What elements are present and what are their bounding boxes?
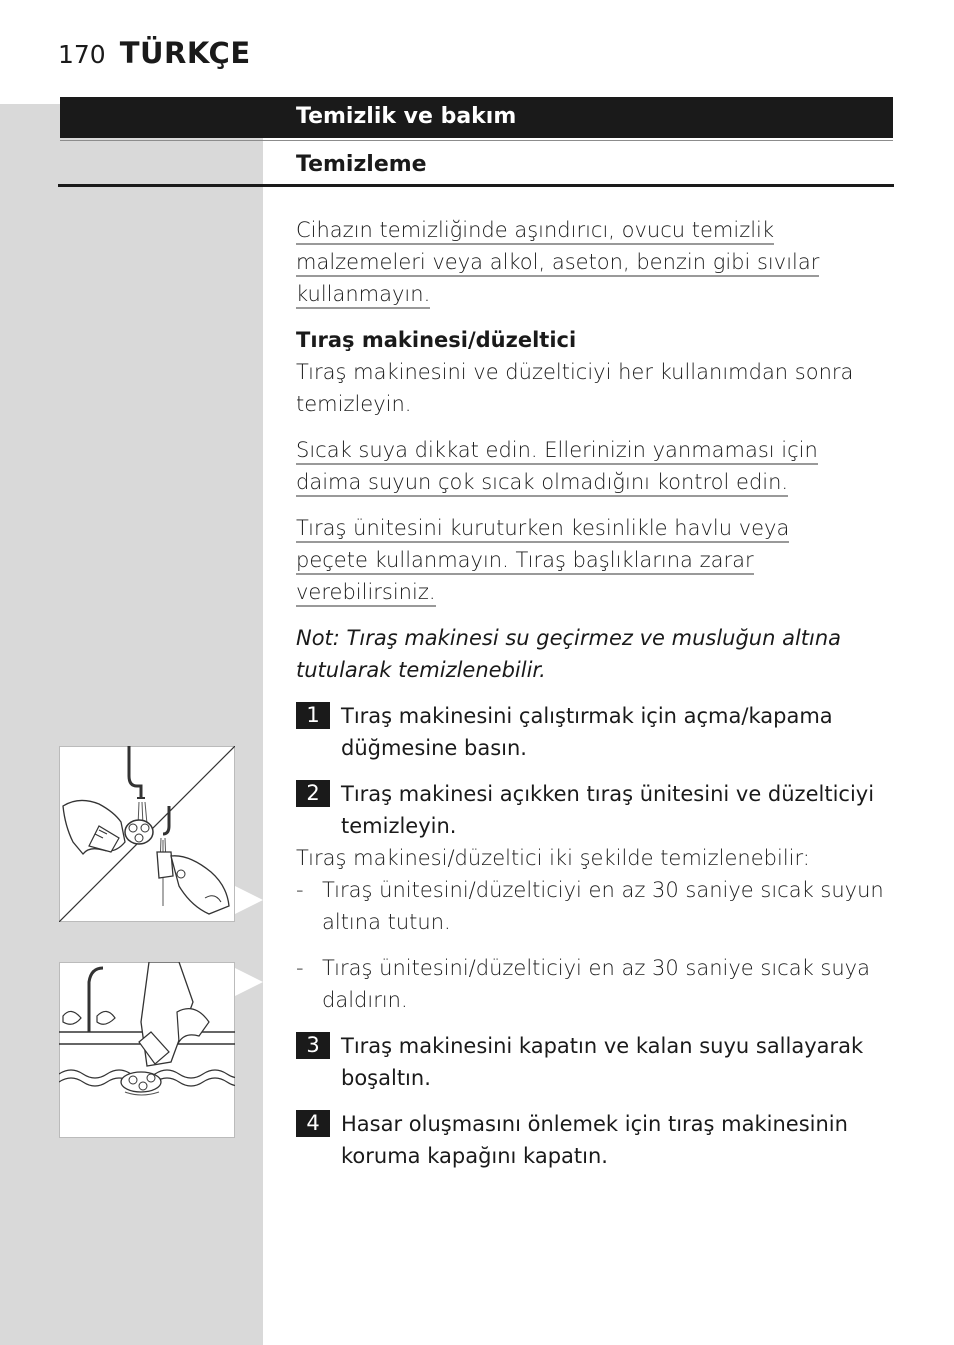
immerse-in-water-illustration (59, 962, 235, 1138)
step-text: Tıraş makinesini çalıştırmak için açma/kapama düğmesine basın. (341, 704, 833, 760)
method-option (296, 874, 896, 938)
method-text: Tıraş ünitesini/düzelticiyi en az 30 saniye sıcak suyun altına tutun. (322, 878, 884, 934)
step-text: Tıraş makinesini kapatın ve kalan suyu sallayarak boşaltın. (341, 1034, 864, 1090)
step-item (296, 1108, 896, 1172)
warning-text: kullanmayın. (296, 282, 430, 309)
shaver-trimmer-text: Tıraş makinesini ve düzelticiyi her kullanımdan sonra temizleyin. (296, 360, 854, 416)
page-header (58, 36, 251, 70)
step-number: 1 (296, 702, 330, 729)
step-item (296, 1030, 896, 1094)
methods-intro: Tıraş makinesi/düzeltici iki şekilde temizlenebilir: (296, 846, 810, 870)
section-title: Temizlik ve bakım (296, 104, 517, 129)
step-item (296, 700, 896, 764)
language-title: TÜRKÇE (119, 36, 251, 70)
section-title-bar (60, 97, 893, 138)
dash-marker: - (296, 956, 304, 980)
warning-text: daima suyun çok sıcak olmadığını kontrol edin. (296, 470, 788, 497)
main-content (296, 214, 896, 1186)
step-item (296, 778, 896, 842)
warning-hot-water (296, 434, 896, 498)
step-text: Hasar oluşmasını önlemek için tıraş makinesinin koruma kapağını kapatın. (341, 1112, 848, 1168)
rinse-under-tap-illustration (59, 746, 235, 922)
warning-towel (296, 512, 896, 608)
warning-text: Sıcak suya dikkat edin. Ellerinizin yanmaması için (296, 438, 818, 465)
dash-marker: - (296, 878, 304, 902)
method-option (296, 952, 896, 1016)
illustration-pointer (235, 968, 263, 996)
step-number: 2 (296, 780, 330, 807)
illustration-pointer (235, 886, 263, 914)
step-number: 4 (296, 1110, 330, 1137)
warning-text: Cihazın temizliğinde aşındırıcı, ovucu temizlik (296, 218, 774, 245)
warning-text: malzemeleri veya alkol, aseton, benzin gibi sıvılar (296, 250, 819, 277)
warning-text: Tıraş ünitesini kuruturken kesinlikle havlu veya (296, 516, 789, 543)
note-text: Not: Tıraş makinesi su geçirmez ve musluğun altına tutularak temizlenebilir. (296, 626, 842, 682)
shaver-trimmer-heading: Tıraş makinesi/düzeltici (296, 328, 577, 352)
subsection-title: Temizleme (296, 152, 427, 177)
step-number: 3 (296, 1032, 330, 1059)
page-number: 170 (58, 40, 106, 69)
divider (60, 140, 893, 141)
margin-column (0, 104, 263, 1345)
divider-thick (58, 184, 894, 187)
step-text: Tıraş makinesi açıkken tıraş ünitesini ve düzelticiyi temizleyin. (341, 782, 875, 838)
warning-text: peçete kullanmayın. Tıraş başlıklarına zarar (296, 548, 754, 575)
method-text: Tıraş ünitesini/düzelticiyi en az 30 saniye sıcak suya daldırın. (322, 956, 870, 1012)
warning-text: verebilirsiniz. (296, 580, 436, 607)
warning-abrasive (296, 214, 896, 310)
